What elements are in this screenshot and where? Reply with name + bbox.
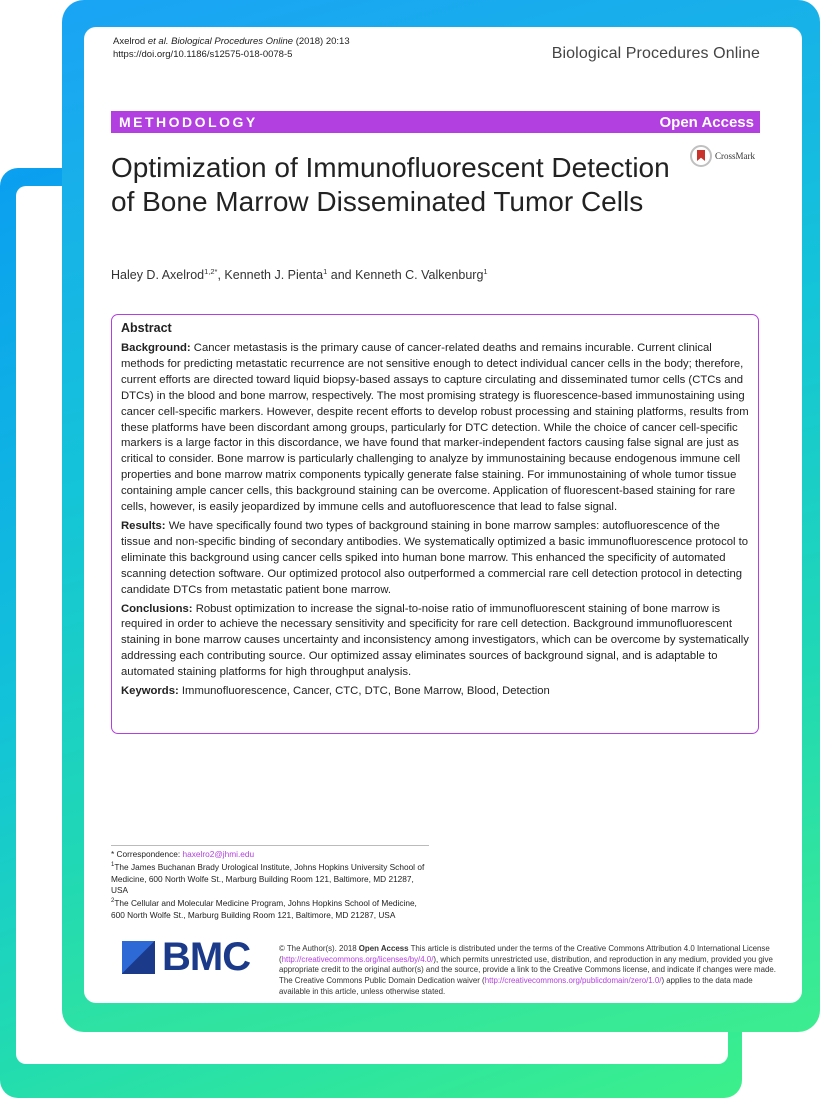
open-access-label: Open Access <box>659 114 754 131</box>
keywords-text: Immunofluorescence, Cancer, CTC, DTC, Bone Marrow, Blood, Detection <box>178 685 550 698</box>
citation-journal: Biological Procedures Online <box>171 36 294 47</box>
abstract-heading: Abstract <box>121 321 172 335</box>
author-name[interactable]: Haley D. Axelrod <box>111 268 205 283</box>
author-separator: , <box>217 268 225 283</box>
citation-author: Axelrod <box>113 36 148 47</box>
background-label: Background: <box>121 342 191 354</box>
background-text: Cancer metastasis is the primary cause of cancer-related deaths and remains incurable. Current clinical methods for predicting metastatic recurrence are not sensitive enough to detect individual cancer cells in the body; therefore, current efforts are directed toward liquid biopsy-based assays to capture circulating and disseminated tumor cells (CTCs and DTCs) in the blood and bone marrow, respectively. The most promising strategy is fluorescence-based immunostaining using cancer cell-specific markers. However, despite recent efforts to develop robust processing and staining platforms, results from these platforms have been discordant among groups, particularly for DTC detection. While the choice of cancer cell-specific markers is a large factor in this discordance, we have found that marker-independent factors causing false signal are just as critical to consider. Bone marrow is particularly challenging to analyze by immunostaining because endogenous immune cell properties and bone marrow matrix components typically generate false staining. For immunostaining of whole tumor tissue containing ample cancer cells, this background staining can be overcome. Application of fluorescent-based staining for rare cells, however, is easily jeopardized by immune cells and autofluorescence that lead to false signal. <box>121 342 749 514</box>
citation-year-issue: (2018) 20:13 <box>293 36 350 47</box>
author-list <box>111 267 488 282</box>
crossmark-button[interactable] <box>690 145 755 167</box>
affiliation-2: The Cellular and Molecular Medicine Program, Johns Hopkins School of Medicine, 600 North Wolfe St., Marburg Building Room 121, Baltimore, MD 21287, USA <box>111 898 417 920</box>
results-label: Results: <box>121 519 166 532</box>
correspondence-label: * Correspondence: <box>111 849 183 859</box>
affiliation-sup: 2 <box>111 898 115 905</box>
article-page <box>84 27 802 1003</box>
license-copyright: © The Author(s). 2018 <box>279 944 359 953</box>
crossmark-label: CrossMark <box>715 151 755 161</box>
license-part: This article is distributed under the terms of the Creative Commons Attribution 4.0 International License ( <box>279 944 770 964</box>
bmc-logo-icon <box>122 941 155 974</box>
abstract-results <box>121 519 750 599</box>
bmc-logo-text: BMC <box>162 935 251 979</box>
conclusions-label: Conclusions: <box>121 602 193 615</box>
citation-et-al: et al. <box>147 36 169 47</box>
abstract-conclusions <box>121 602 750 682</box>
article-title: Optimization of Immunofluorescent Detection of Bone Marrow Disseminated Tumor Cells <box>111 152 670 217</box>
footnotes <box>111 845 429 921</box>
article-type-label: METHODOLOGY <box>119 114 258 130</box>
journal-name: Biological Procedures Online <box>551 45 760 62</box>
correspondence-email-link[interactable]: haxelro2@jhmi.edu <box>182 849 255 859</box>
license-open-access: Open Access <box>358 944 409 953</box>
doi-link[interactable]: https://doi.org/10.1186/s12575-018-0078-5 <box>113 49 293 60</box>
conclusions-text: Robust optimization to increase the signal-to-noise ratio of immunofluorescent staining of bone marrow is required in order to achieve the necessary sensitivity and specificity for rare cell detection. Background immunofluorescent staining in bone marrow causes uncertainty and inconsistency among investigators, which can be overcome by systematically addressing each contributing source. Our optimized assay eliminates sources of background signal, and is adaptable to automated staining platforms for high throughput analysis. <box>121 602 749 679</box>
author-name[interactable]: Kenneth C. Valkenburg <box>355 268 484 283</box>
author-affiliation-sup: 1 <box>483 267 488 276</box>
author-separator: and <box>327 268 356 283</box>
abstract-keywords <box>121 684 750 700</box>
crossmark-icon <box>690 145 712 167</box>
license-link-zero[interactable]: http://creativecommons.org/publicdomain/zero/1.0/ <box>484 976 662 986</box>
citation <box>113 35 350 61</box>
author-affiliation-sup: 1 <box>323 267 328 276</box>
bmc-logo <box>122 935 251 979</box>
author-affiliation-sup: 1,2* <box>204 267 218 276</box>
article-type-bar <box>111 111 760 133</box>
license-text <box>279 944 779 998</box>
license-link-by[interactable]: http://creativecommons.org/licenses/by/4.0/ <box>281 954 434 964</box>
license-part: ), which permits unrestricted use, distribution, and reproduction in any medium, provided you give appropriate credit to the original author(s) and the source, provide a link to the Creative Commons license, and indicate if changes were made. The Creative Commons Public Domain Dedication waiver ( <box>279 954 776 986</box>
license-part: ) applies to the data made available in this article, unless otherwise stated. <box>279 976 753 996</box>
abstract-background <box>121 341 750 516</box>
keywords-label: Keywords: <box>121 685 179 698</box>
affiliation-1: The James Buchanan Brady Urological Institute, Johns Hopkins University School of Medicine, 600 North Wolfe St., Marburg Building Room 121, Baltimore, MD 21287, USA <box>111 862 425 895</box>
results-text: We have specifically found two types of background staining in bone marrow samples: autofluorescence of the tissue and non-specific binding of secondary antibodies. We systematically optimized a basic immunofluorescence protocol to eliminate this background using cancer cells spiked into human bone marrow. This enhanced the specificity of automated scanning detection software. Our optimized protocol also outperformed a commercial rare cell detection protocol in detecting candidate DTCs from metastatic patient bone marrow. <box>121 519 749 596</box>
abstract-box <box>111 314 759 734</box>
author-name[interactable]: Kenneth J. Pienta <box>224 268 324 283</box>
affiliation-sup: 1 <box>111 862 115 869</box>
